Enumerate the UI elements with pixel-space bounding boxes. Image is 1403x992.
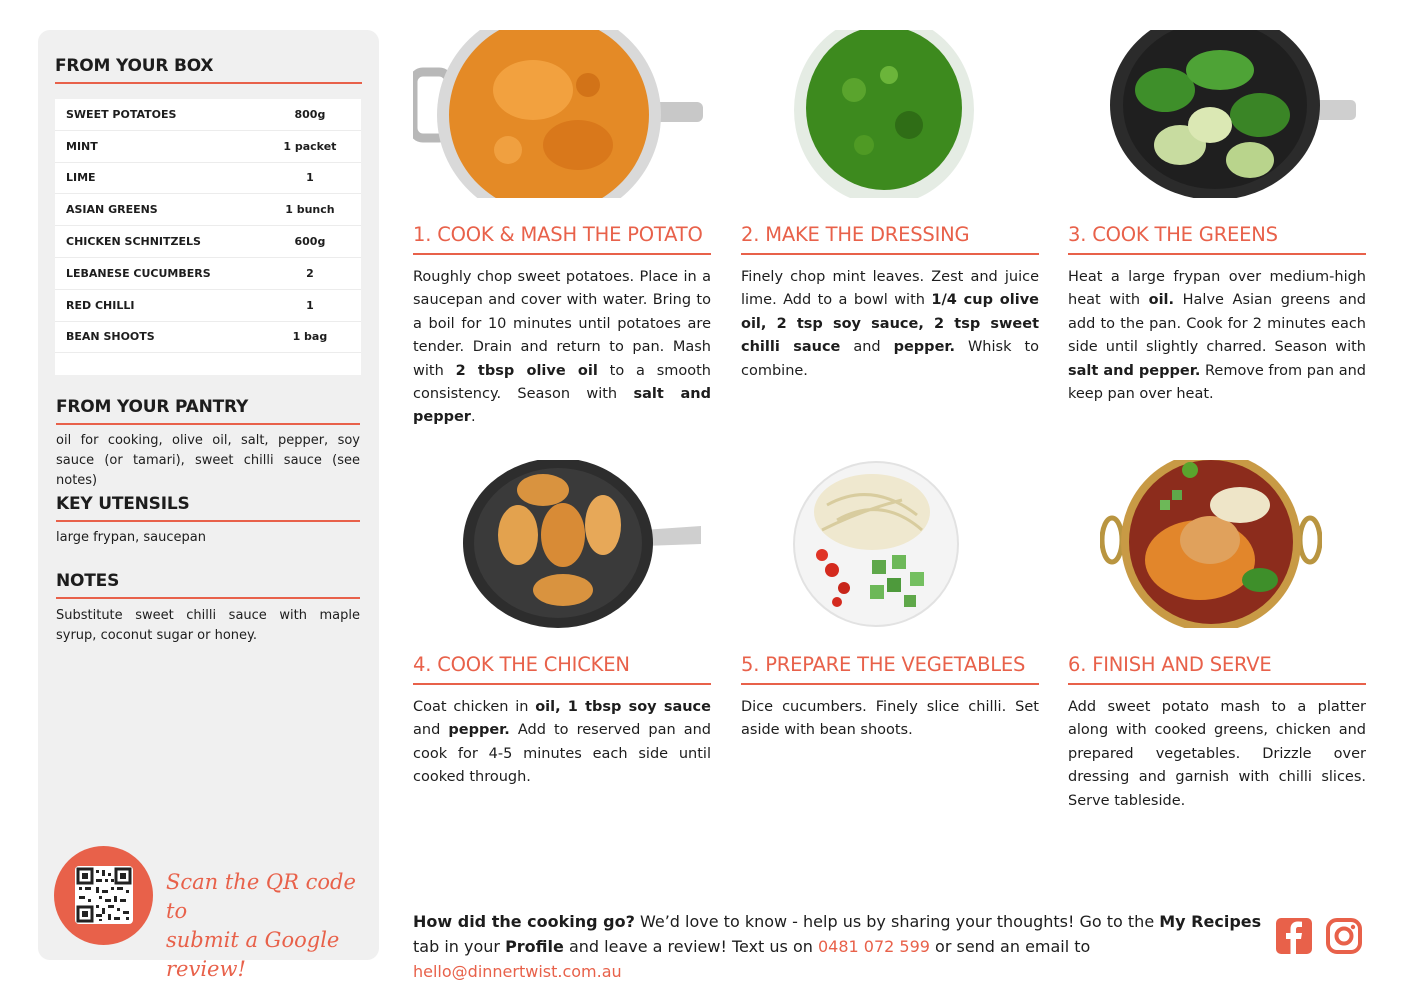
- step-text-bold: 1/4 cup olive oil, 2 tsp soy sauce, 2 tsp sweet chilli sauce: [741, 292, 1039, 356]
- from-your-box-title: FROM YOUR BOX: [55, 56, 214, 76]
- ingredient-qty: 1 packet: [283, 139, 337, 153]
- ingredient-row: [55, 99, 361, 131]
- step-4-title: 4. COOK THE CHICKEN: [413, 653, 630, 676]
- ingredient-name: BEAN SHOOTS: [66, 330, 155, 344]
- qr-caption-line: submit a Google review!: [166, 928, 340, 981]
- ingredient-row: [55, 163, 361, 195]
- divider: [741, 253, 1039, 255]
- divider: [56, 423, 360, 425]
- ingredient-qty: 1 bunch: [285, 203, 335, 217]
- step-text-run: Add sweet potato mash to a platter along with cooked greens, chicken and prepared vegetables. Drizzle over dressing and garnish with chilli slices. Serve tableside.: [1068, 699, 1366, 809]
- qr-caption-line: Scan the QR code to: [166, 870, 356, 923]
- step-4-text: [413, 696, 711, 790]
- ingredient-qty: 2: [306, 266, 314, 280]
- divider: [1068, 683, 1366, 685]
- ingredient-name: MINT: [66, 139, 98, 153]
- divider: [413, 253, 711, 255]
- ingredient-qty: 600g: [294, 235, 326, 249]
- divider: [56, 597, 360, 599]
- step-2-title: 2. MAKE THE DRESSING: [741, 223, 970, 246]
- ingredient-row: [55, 322, 361, 354]
- my-recipes-link[interactable]: My Recipes: [1159, 912, 1262, 931]
- step-text-bold: pepper.: [448, 722, 510, 739]
- notes-text: Substitute sweet chilli sauce with maple syrup, coconut sugar or honey.: [56, 608, 360, 643]
- ingredient-row: [55, 290, 361, 322]
- step-text-run: Halve Asian greens and add to the pan. Cook for 2 minutes each side until slightly charred. Season with: [1068, 292, 1366, 356]
- qr-code-badge[interactable]: [54, 846, 153, 945]
- ingredient-qty: 1: [306, 171, 314, 185]
- step-6-title: 6. FINISH AND SERVE: [1068, 653, 1272, 676]
- step-5-text: [741, 696, 1039, 743]
- ingredients-sidebar: [38, 30, 379, 981]
- ingredients-table: [55, 99, 361, 375]
- asian-greens-image: [1110, 30, 1356, 198]
- step-text-run: to a smooth consistency. Season with: [413, 362, 711, 403]
- footer-text: and leave a review! Text us on: [563, 937, 818, 956]
- step-text-bold: salt and pepper: [413, 386, 712, 426]
- step-text-run: .: [470, 409, 476, 426]
- vegetables-plate-image: [792, 460, 960, 628]
- key-utensils-title: KEY UTENSILS: [56, 494, 190, 514]
- facebook-icon[interactable]: [1275, 917, 1313, 955]
- ingredient-row: [55, 258, 361, 290]
- notes-title: NOTES: [56, 571, 120, 591]
- ingredient-name: RED CHILLI: [66, 298, 135, 312]
- footer-text: tab in your: [413, 937, 506, 956]
- ingredient-qty: 1 bag: [292, 330, 328, 344]
- step-3-text: [1068, 266, 1366, 406]
- step-6-text: [1068, 696, 1366, 813]
- profile-link[interactable]: Profile: [505, 937, 564, 956]
- ingredient-row: [55, 226, 361, 258]
- divider: [1068, 253, 1366, 255]
- step-text-bold: oil, 1 tbsp soy sauce: [535, 699, 711, 715]
- mint-dressing-image: [794, 30, 974, 198]
- step-text-run: Add to reserved pan and cook for 4-5 minutes each side until cooked through.: [413, 722, 711, 786]
- ingredient-row: [55, 194, 361, 226]
- ingredient-name: SWEET POTATOES: [66, 107, 177, 121]
- phone-link[interactable]: 0481 072 599: [817, 937, 930, 956]
- step-text-run: Heat a large frypan over medium-high heat with: [1068, 269, 1366, 309]
- step-text-run: Remove from pan and keep pan over heat.: [1068, 362, 1366, 403]
- step-text-run: and: [413, 722, 449, 739]
- ingredient-name: LEBANESE CUCUMBERS: [66, 266, 211, 280]
- divider: [55, 82, 362, 84]
- mashed-potato-image: [413, 30, 703, 198]
- step-5-title: 5. PREPARE THE VEGETABLES: [741, 653, 1026, 676]
- feedback-footer: [413, 909, 1263, 984]
- instagram-icon[interactable]: [1325, 917, 1363, 955]
- footer-question: How did the cooking go?: [413, 912, 635, 931]
- footer-text: We’d love to know - help us by sharing your thoughts! Go to the: [634, 912, 1160, 931]
- pantry-text: oil for cooking, olive oil, salt, pepper, soy sauce (or tamari), sweet chilli sauce (see notes): [56, 433, 360, 488]
- ingredient-name: CHICKEN SCHNITZELS: [66, 235, 201, 249]
- step-2-text: [741, 266, 1039, 383]
- step-text-bold: 2 tbsp olive oil: [455, 362, 598, 379]
- chicken-pan-image: [463, 460, 703, 628]
- footer-text: or send an email to: [929, 937, 1091, 956]
- step-text-run: Roughly chop sweet potatoes. Place in a saucepan and cover with water. Bring to a boil for 10 minutes until potatoes are tender. Drain and return to pan. Mash with: [413, 269, 711, 379]
- step-1-title: 1. COOK & MASH THE POTATO: [413, 223, 703, 246]
- divider: [741, 683, 1039, 685]
- step-text-run: and: [840, 339, 894, 356]
- step-text-bold: salt and pepper.: [1068, 362, 1201, 379]
- step-text-run: Coat chicken in: [413, 699, 536, 715]
- step-3-title: 3. COOK THE GREENS: [1068, 223, 1278, 246]
- step-text-run: Dice cucumbers. Finely slice chilli. Set aside with bean shoots.: [741, 699, 1039, 739]
- step-text-run: Whisk to combine.: [741, 339, 1039, 379]
- step-1-text: [413, 266, 711, 430]
- step-text-bold: pepper.: [893, 339, 955, 356]
- email-link[interactable]: hello@dinnertwist.com.au: [413, 962, 622, 981]
- ingredient-name: ASIAN GREENS: [66, 203, 158, 217]
- ingredient-row: [55, 131, 361, 163]
- divider: [56, 520, 360, 522]
- step-text-bold: oil.: [1148, 292, 1175, 309]
- qr-code-icon: [75, 866, 133, 924]
- utensils-text: large frypan, saucepan: [56, 530, 206, 545]
- qr-caption: [166, 868, 371, 984]
- ingredient-name: LIME: [66, 171, 96, 185]
- step-text-run: Finely chop mint leaves. Zest and juice lime. Add to a bowl with: [741, 269, 1039, 309]
- from-your-pantry-title: FROM YOUR PANTRY: [56, 397, 249, 417]
- divider: [413, 683, 711, 685]
- serving-platter-image: [1100, 460, 1322, 628]
- ingredient-qty: 1: [306, 298, 314, 312]
- ingredient-qty: 800g: [294, 107, 326, 121]
